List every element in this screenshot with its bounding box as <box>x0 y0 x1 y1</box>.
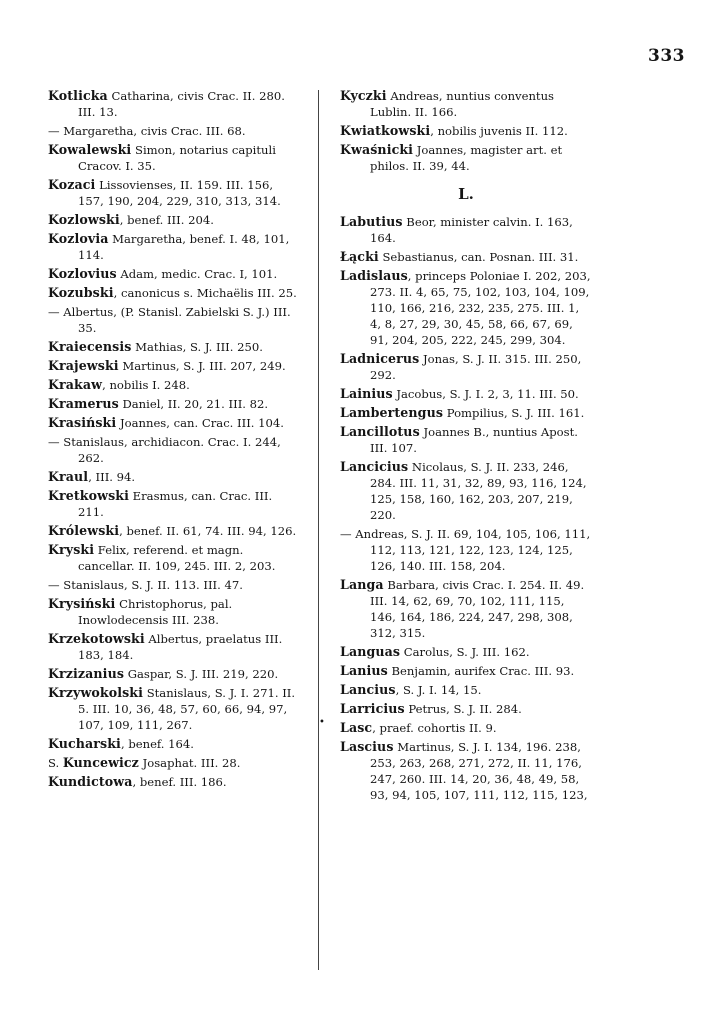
entry-text: , nobilis juvenis II. 112. <box>430 124 568 138</box>
index-entry <box>48 774 300 790</box>
entry-text: Gaspar, S. J. III. 219, 220. <box>124 667 279 681</box>
entry-headword: Labutius <box>340 214 403 229</box>
entry-headword: Kryski <box>48 542 95 557</box>
entry-text: Catharina, civis Crac. II. 280. III. 13. <box>78 89 285 119</box>
entry-headword: Krzywokolski <box>48 685 144 700</box>
entry-headword: Kwiatkowski <box>340 123 431 138</box>
index-entry <box>48 631 300 663</box>
margin-dot: • <box>319 717 325 728</box>
index-entry <box>340 405 592 421</box>
entry-headword: Larricius <box>340 701 405 716</box>
index-entry <box>340 142 592 174</box>
entry-headword: Kundictowa <box>48 774 133 789</box>
entry-text: — Andreas, S. J. II. 69, 104, 105, 106, 111, 112, 113, 121, 122, 123, 124, 125, 126, 140. III. 158, 204. <box>340 527 591 573</box>
index-entry <box>48 542 300 574</box>
entry-text: , benef. III. 186. <box>132 775 227 789</box>
entry-text: Sebastianus, can. Posnan. III. 31. <box>378 250 579 264</box>
index-entry <box>340 644 592 660</box>
entry-text: Simon, notarius capituli Cracov. I. 35. <box>78 143 276 173</box>
entry-text: Mathias, S. J. III. 250. <box>131 340 263 354</box>
entry-text: — Stanislaus, archidiacon. Crac. I. 244, 262. <box>48 435 281 465</box>
entry-text: Andreas, nuntius conventus Lublin. II. 166. <box>370 89 554 119</box>
entry-headword: Langa <box>340 577 384 592</box>
entry-headword: Kretkowski <box>48 488 129 503</box>
entry-headword: Ladislaus <box>340 268 408 283</box>
entry-headword: Kozubski <box>48 285 114 300</box>
index-entry <box>48 685 300 733</box>
entry-text: Martinus, S. J. III. 207, 249. <box>118 359 286 373</box>
entry-text: — Margaretha, civis Crac. III. 68. <box>48 124 246 138</box>
index-entry <box>340 739 592 803</box>
index-entry <box>48 755 300 771</box>
index-entry <box>48 304 300 336</box>
entry-headword: Kramerus <box>48 396 119 411</box>
entry-headword: Krajewski <box>48 358 119 373</box>
index-entry <box>48 488 300 520</box>
index-entry <box>340 88 592 120</box>
index-entry <box>48 212 300 228</box>
index-entry <box>48 285 300 301</box>
entry-headword: Królewski <box>48 523 120 538</box>
entry-headword: Kyczki <box>340 88 387 103</box>
entry-headword: Kozlovius <box>48 266 117 281</box>
entry-headword: Krysiński <box>48 596 116 611</box>
index-entry <box>48 358 300 374</box>
entry-headword: Lancillotus <box>340 424 420 439</box>
right-column-l-entries <box>340 214 592 803</box>
index-entry <box>340 701 592 717</box>
entry-text: Beor, minister calvin. I. 163, 164. <box>370 215 573 245</box>
entry-text: Nicolaus, S. J. II. 233, 246, 284. III. 11, 31, 32, 89, 93, 116, 124, 125, 158, 160, 162, 203, 207, 219, 220. <box>370 460 587 522</box>
left-column <box>48 88 300 793</box>
index-entry <box>48 523 300 539</box>
entry-text: , princeps Poloniae I. 202, 203, 273. II. 4, 65, 75, 102, 103, 104, 109, 110, 166, 216, 232, 235, 275. III. 1, 4, 8, 27, 29, 30, 45, 58, 66, 67, 69, 91, 204, 205, 222, 245, 299, 304. <box>370 269 591 347</box>
index-entry <box>48 415 300 431</box>
entry-text: Erasmus, can. Crac. III. 211. <box>78 489 273 519</box>
entry-text: Stanislaus, S. J. I. 271. II. 5. III. 10, 36, 48, 57, 60, 66, 94, 97, 107, 109, 111, 267. <box>78 686 296 732</box>
entry-text: , canonicus s. Michaëlis III. 25. <box>113 286 297 300</box>
index-entry <box>48 469 300 485</box>
entry-text: Daniel, II. 20, 21. III. 82. <box>118 397 269 411</box>
entry-headword: Ladnicerus <box>340 351 420 366</box>
entry-text: Margaretha, benef. I. 48, 101, 114. <box>78 232 290 262</box>
index-entry <box>48 142 300 174</box>
entry-headword: Kraiecensis <box>48 339 132 354</box>
entry-headword: Lasc <box>340 720 373 735</box>
index-entry <box>340 214 592 246</box>
entry-text: Albertus, praelatus III. 183, 184. <box>78 632 283 662</box>
entry-text: Benjamin, aurifex Crac. III. 93. <box>387 664 575 678</box>
entry-text: — Stanislaus, S. J. II. 113. III. 47. <box>48 578 243 592</box>
index-entry <box>340 351 592 383</box>
entry-text: — Albertus, (P. Stanisl. Zabielski S. J.) III. 35. <box>48 305 291 335</box>
index-entry <box>48 123 300 139</box>
entry-headword: Krzekotowski <box>48 631 145 646</box>
index-entry <box>340 123 592 139</box>
index-entry <box>48 596 300 628</box>
entry-headword: Languas <box>340 644 401 659</box>
entry-text: Lissovienses, II. 159. III. 156, 157, 190, 204, 229, 310, 313, 314. <box>78 178 281 208</box>
entry-headword: Kozlowski <box>48 212 120 227</box>
entry-headword: Lancicius <box>340 459 409 474</box>
index-entry <box>48 666 300 682</box>
index-entry <box>48 231 300 263</box>
entry-headword: Kwaśnicki <box>340 142 414 157</box>
entry-headword: Kozlovia <box>48 231 109 246</box>
index-entry <box>48 434 300 466</box>
entry-headword: Kuncewicz <box>62 755 139 770</box>
entry-headword: Lascius <box>340 739 394 754</box>
index-entry <box>340 268 592 348</box>
index-entry <box>340 577 592 641</box>
entry-text: Joannes B., nuntius Apost. III. 107. <box>370 425 578 455</box>
entry-text: , III. 94. <box>88 470 136 484</box>
page-number: 333 <box>648 46 685 66</box>
right-column-k-entries <box>340 88 592 174</box>
entry-headword: Kowalewski <box>48 142 132 157</box>
entry-text: Petrus, S. J. II. 284. <box>404 702 522 716</box>
index-entry <box>340 249 592 265</box>
entry-text: Carolus, S. J. III. 162. <box>400 645 530 659</box>
entry-headword: Lancius <box>340 682 396 697</box>
entry-headword: Łącki <box>340 249 379 264</box>
entry-headword: Kucharski <box>48 736 121 751</box>
index-entry <box>48 377 300 393</box>
entry-text: Joannes, can. Crac. III. 104. <box>116 416 284 430</box>
entry-text: Jacobus, S. J. I. 2, 3, 11. III. 50. <box>392 387 579 401</box>
entry-text: Martinus, S. J. I. 134, 196. 238, 253, 263, 268, 271, 272, II. 11, 176, 247, 260. III. 14, 20, 36, 48, 49, 58, 93, 94, 105, 107, 111, 112, 115, 123, <box>370 740 588 802</box>
entry-text: Barbara, civis Crac. I. 254. II. 49. III. 14, 62, 69, 70, 102, 111, 115, 146, 164, 186, 224, 247, 298, 308, 312, 315. <box>370 578 585 640</box>
entry-text: , nobilis I. 248. <box>102 378 190 392</box>
entry-text: , praef. cohortis II. 9. <box>372 721 497 735</box>
entry-text: Joannes, magister art. et philos. II. 39, 44. <box>370 143 563 173</box>
entry-headword: Lambertengus <box>340 405 444 420</box>
entry-headword: Krakaw <box>48 377 103 392</box>
index-entry <box>48 396 300 412</box>
index-entry <box>48 577 300 593</box>
index-entry <box>48 736 300 752</box>
index-entry <box>340 526 592 574</box>
index-entry <box>340 424 592 456</box>
entry-text: , S. J. I. 14, 15. <box>395 683 482 697</box>
entry-text: Jonas, S. J. II. 315. III. 250, 292. <box>370 352 582 382</box>
entry-text: Josaphat. III. 28. <box>138 756 241 770</box>
index-entry <box>340 663 592 679</box>
index-entry <box>48 266 300 282</box>
index-entry <box>340 682 592 698</box>
column-divider <box>318 90 319 970</box>
entry-headword: Lanius <box>340 663 388 678</box>
index-entry <box>340 459 592 523</box>
entry-text: Christophorus, pal. Inowlodecensis III. 238. <box>78 597 233 627</box>
entry-text: , benef. II. 61, 74. III. 94, 126. <box>119 524 297 538</box>
index-entry <box>340 386 592 402</box>
entry-prefix: S. <box>48 756 63 770</box>
entry-headword: Kotlicka <box>48 88 108 103</box>
entry-text: , benef. 164. <box>120 737 194 751</box>
entry-headword: Krzizanius <box>48 666 125 681</box>
entry-headword: Lainius <box>340 386 393 401</box>
entry-headword: Kraul <box>48 469 89 484</box>
index-entry <box>48 339 300 355</box>
entry-headword: Krasiński <box>48 415 117 430</box>
index-entry <box>340 720 592 736</box>
index-entry <box>48 177 300 209</box>
section-letter: L. <box>458 185 474 203</box>
entry-text: Felix, referend. et magn. cancellar. II. 109, 245. III. 2, 203. <box>78 543 276 573</box>
entry-text: Adam, medic. Crac. I, 101. <box>116 267 278 281</box>
index-entry <box>48 88 300 120</box>
entry-text: Pompilius, S. J. III. 161. <box>443 406 585 420</box>
entry-text: , benef. III. 204. <box>119 213 214 227</box>
right-column <box>340 88 592 806</box>
entry-headword: Kozaci <box>48 177 96 192</box>
